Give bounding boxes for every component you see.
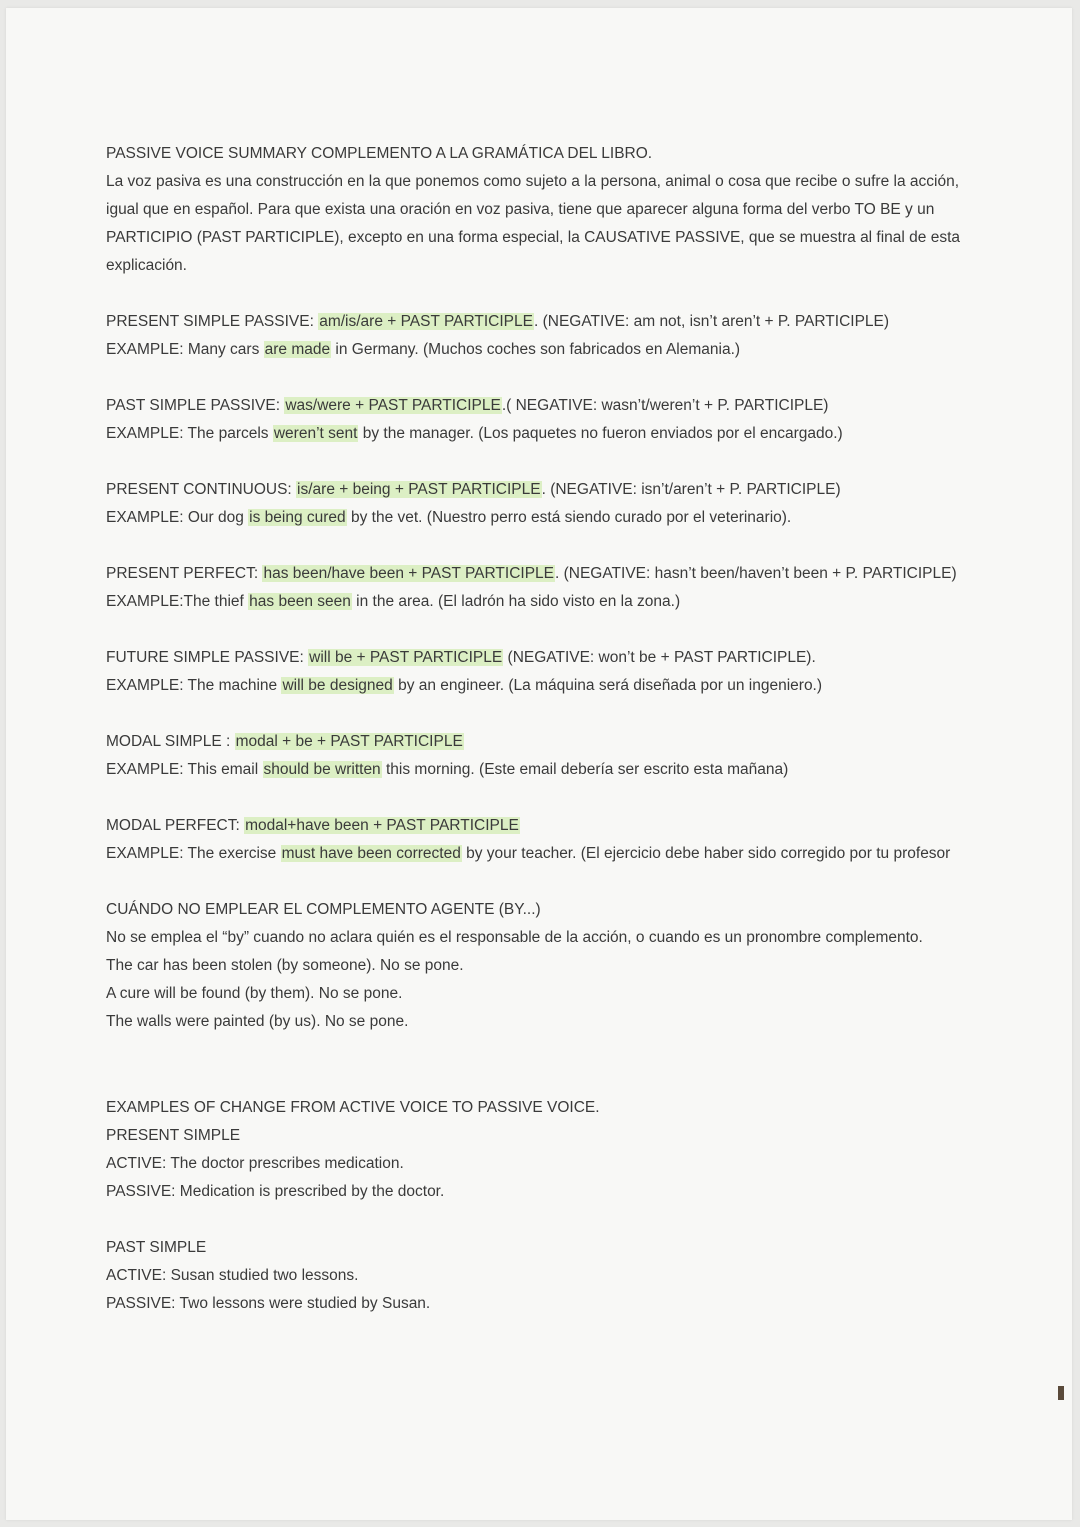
scan-mark	[1058, 1386, 1064, 1400]
tense-negative: .( NEGATIVE: wasn’t/weren’t + P. PARTICIPLE)	[501, 397, 829, 414]
example-highlight: is being cured	[249, 509, 346, 526]
tense-section	[106, 728, 986, 784]
example-prefix: EXAMPLE: The parcels	[106, 425, 273, 442]
tense-label: PRESENT PERFECT:	[106, 565, 263, 582]
tense-rule	[106, 812, 986, 840]
tense-negative: . (NEGATIVE: hasn’t been/haven’t been + P. PARTICIPLE)	[555, 565, 957, 582]
agent-example: The walls were painted (by us). No se pone.	[106, 1013, 409, 1030]
change-section	[106, 1094, 986, 1318]
tense-rule	[106, 308, 986, 336]
tense-example	[106, 840, 986, 868]
tense-negative: . (NEGATIVE: isn’t/aren’t + P. PARTICIPLE)	[541, 481, 841, 498]
tense-example	[106, 756, 986, 784]
example-prefix: EXAMPLE: The machine	[106, 677, 282, 694]
title-text: PASSIVE VOICE SUMMARY COMPLEMENTO A LA GRAMÁTICA DEL LIBRO.	[106, 145, 653, 162]
example-prefix: EXAMPLE: Our dog	[106, 509, 249, 526]
tense-section	[106, 392, 986, 448]
change-heading: EXAMPLES OF CHANGE FROM ACTIVE VOICE TO PASSIVE VOICE.	[106, 1099, 600, 1116]
tense-form: modal+have been + PAST PARTICIPLE	[245, 817, 519, 834]
example-highlight: are made	[264, 341, 331, 358]
tense-label: FUTURE SIMPLE PASSIVE:	[106, 649, 309, 666]
intro-paragraph	[106, 168, 986, 280]
tense-label: PAST SIMPLE PASSIVE:	[106, 397, 285, 414]
tense-rule	[106, 644, 986, 672]
agent-example: A cure will be found (by them). No se pone.	[106, 985, 403, 1002]
change-passive: PASSIVE: Medication is prescribed by the doctor.	[106, 1183, 445, 1200]
tense-example	[106, 672, 986, 700]
document-title	[106, 140, 986, 168]
tense-section	[106, 812, 986, 868]
tense-negative: . (NEGATIVE: am not, isn’t aren’t + P. PARTICIPLE)	[533, 313, 890, 330]
example-highlight: must have been corrected	[281, 845, 461, 862]
tense-example	[106, 504, 986, 532]
example-prefix: EXAMPLE:The thief	[106, 593, 249, 610]
example-prefix: EXAMPLE: The exercise	[106, 845, 281, 862]
tense-negative: (NEGATIVE: won’t be + PAST PARTICIPLE).	[503, 649, 816, 666]
tense-form: modal + be + PAST PARTICIPLE	[235, 733, 463, 750]
example-prefix: EXAMPLE: Many cars	[106, 341, 264, 358]
example-suffix: by the manager. (Los paquetes no fueron enviados por el encargado.)	[358, 425, 843, 442]
example-highlight: should be written	[263, 761, 381, 778]
tense-form: has been/have been + PAST PARTICIPLE	[263, 565, 554, 582]
agent-section	[106, 896, 986, 1036]
example-highlight: will be designed	[282, 677, 393, 694]
example-suffix: by the vet. (Nuestro perro está siendo curado por el veterinario).	[346, 509, 792, 526]
change-active: ACTIVE: The doctor prescribes medication.	[106, 1155, 404, 1172]
agent-example: The car has been stolen (by someone). No se pone.	[106, 957, 464, 974]
tense-section	[106, 308, 986, 364]
tense-rule	[106, 728, 986, 756]
change-tense: PAST SIMPLE	[106, 1239, 207, 1256]
agent-text: No se emplea el “by” cuando no aclara quién es el responsable de la acción, o cuando es un pronombre complemento.	[106, 929, 923, 946]
example-highlight: has been seen	[249, 593, 351, 610]
tense-rule	[106, 476, 986, 504]
tense-section	[106, 560, 986, 616]
tense-example	[106, 588, 986, 616]
tense-form: will be + PAST PARTICIPLE	[309, 649, 503, 666]
tense-section	[106, 644, 986, 700]
change-tense: PRESENT SIMPLE	[106, 1127, 241, 1144]
tense-rule	[106, 392, 986, 420]
example-suffix: by an engineer. (La máquina será diseñada por un ingeniero.)	[393, 677, 823, 694]
document-body	[106, 140, 986, 1318]
tense-form: was/were + PAST PARTICIPLE	[285, 397, 501, 414]
tense-label: MODAL PERFECT:	[106, 817, 245, 834]
example-prefix: EXAMPLE: This email	[106, 761, 263, 778]
example-highlight: weren’t sent	[273, 425, 358, 442]
tense-label: PRESENT SIMPLE PASSIVE:	[106, 313, 319, 330]
example-suffix: this morning. (Este email debería ser escrito esta mañana)	[381, 761, 789, 778]
tense-sections	[106, 308, 986, 868]
tense-form: is/are + being + PAST PARTICIPLE	[297, 481, 541, 498]
tense-label: MODAL SIMPLE :	[106, 733, 235, 750]
tense-section	[106, 476, 986, 532]
tense-form: am/is/are + PAST PARTICIPLE	[319, 313, 533, 330]
document-page	[6, 8, 1072, 1520]
intro-text: La voz pasiva es una construcción en la que ponemos como sujeto a la persona, animal o cosa que recibe o sufre la acción, igual que en español. Para que exista una oración en voz pasiva, tiene que aparecer alguna forma del verbo TO BE y un PARTICIPIO (PAST PARTICIPLE), excepto en una forma especial, la CAUSATIVE PASSIVE, que se muestra al final de esta explicación.	[106, 173, 961, 274]
tense-example	[106, 336, 986, 364]
example-suffix: in Germany. (Muchos coches son fabricados en Alemania.)	[331, 341, 741, 358]
tense-label: PRESENT CONTINUOUS:	[106, 481, 297, 498]
agent-heading: CUÁNDO NO EMPLEAR EL COMPLEMENTO AGENTE (BY...)	[106, 901, 541, 918]
example-suffix: in the area. (El ladrón ha sido visto en la zona.)	[351, 593, 681, 610]
change-active: ACTIVE: Susan studied two lessons.	[106, 1267, 359, 1284]
change-passive: PASSIVE: Two lessons were studied by Susan.	[106, 1295, 431, 1312]
tense-rule	[106, 560, 986, 588]
example-suffix: by your teacher. (El ejercicio debe haber sido corregido por tu profesor	[461, 845, 951, 862]
tense-example	[106, 420, 986, 448]
